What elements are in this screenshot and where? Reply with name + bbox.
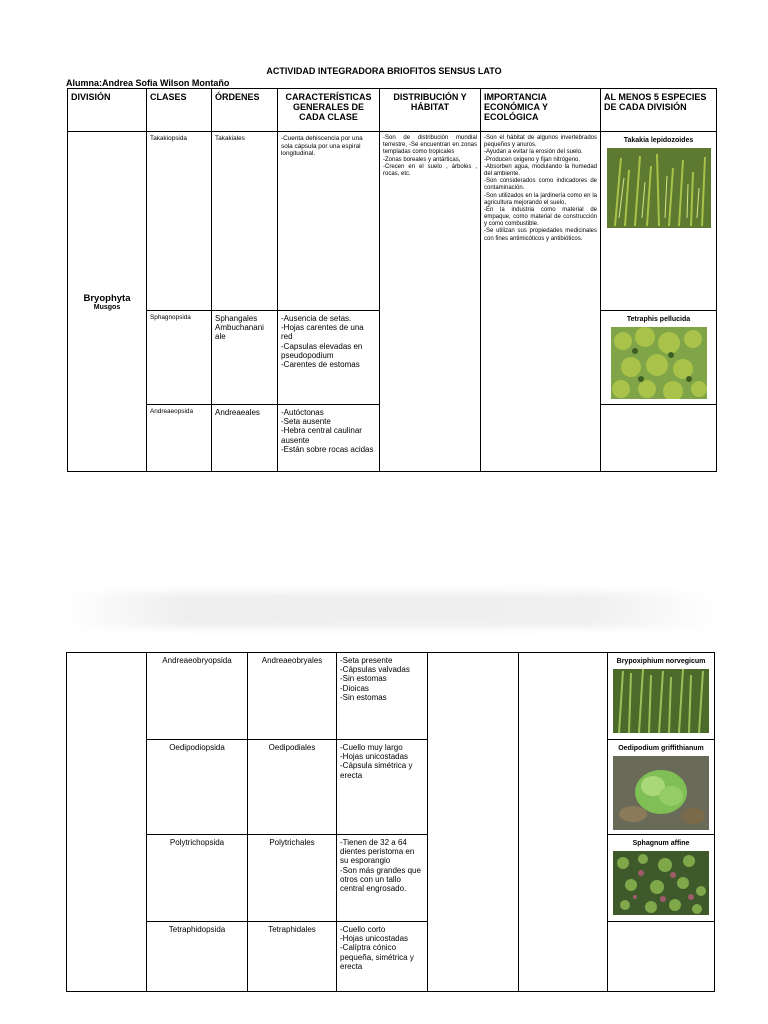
tetraphis-moss-photo: [611, 327, 707, 399]
orden-cell: Polytrichales: [248, 835, 337, 922]
oedipodium-moss-photo: [613, 756, 709, 830]
distribucion-cell: -Son de distribución mundial terrestre, -Se encuentran en zonas templadas como tropicales -Zonas boreales y antárticas, -Crecen en el suelo , árboles , rocas, etc.: [380, 132, 481, 472]
species-name: Tetraphis pellucida: [626, 316, 691, 323]
division-cell: [68, 132, 147, 472]
header-distribucion: DISTRIBUCIÓN Y HÁBITAT: [380, 89, 481, 132]
species-cell: [601, 132, 717, 311]
clase-cell: Takakiopsida: [147, 132, 212, 311]
orden-cell: Oedipodiales: [248, 740, 337, 835]
document-title: ACTIVIDAD INTEGRADORA BRIOFITOS SENSUS LATO: [266, 66, 502, 76]
clase-cell: Tetraphidopsida: [147, 922, 248, 992]
header-importancia: IMPORTANCIA ECONÓMICA Y ECOLÓGICA: [481, 89, 601, 132]
orden-cell: Andreaeobryales: [248, 653, 337, 740]
orden-cell: Sphangales Ambuchanani ale: [212, 311, 278, 405]
table-row: [67, 740, 715, 835]
orden-cell: Tetraphidales: [248, 922, 337, 992]
caracteristicas-cell: -Cuello corto -Hojas unicostadas -Calíptra cónico pequeña, simétrica y erecta: [337, 922, 428, 992]
caracteristicas-cell: -Tienen de 32 a 64 dientes peristoma en su esporangio -Son más grandes que otros con un tallo central engrosado.: [337, 835, 428, 922]
table-bryophyta-part1: [67, 88, 717, 472]
species-name: Brypoxiphium norvegicum: [616, 658, 706, 665]
species-cell: [608, 740, 715, 835]
header-ordenes: ÓRDENES: [212, 89, 278, 132]
table-row: [67, 835, 715, 922]
student-name: Alumna:Andrea Sofia Wilson Montaño: [66, 78, 230, 88]
table-row: [67, 922, 715, 992]
caracteristicas-cell: -Autóctonas -Seta ausente -Hebra central caulinar ausente -Están sobre rocas acidas: [278, 405, 380, 472]
species-cell-empty: [608, 922, 715, 992]
sphagnum-moss-photo: [613, 851, 709, 915]
importancia-cell-empty: [519, 653, 608, 992]
clase-cell: Sphagnopsida: [147, 311, 212, 405]
takakia-moss-photo: [607, 148, 711, 228]
faint-scan-band: [60, 592, 720, 628]
species-name: Takakia lepidozoides: [623, 137, 694, 144]
division-name: Bryophyta: [83, 292, 131, 304]
table-bryophyta-part2: [66, 652, 715, 992]
orden-cell: Andreaeales: [212, 405, 278, 472]
clase-cell: Polytrichopsida: [147, 835, 248, 922]
header-clases: CLASES: [147, 89, 212, 132]
species-cell: [601, 311, 717, 405]
species-cell: [608, 835, 715, 922]
orden-cell: Takakiales: [212, 132, 278, 311]
division-subtitle: Musgos: [93, 303, 121, 311]
bryoxiphium-moss-photo: [613, 669, 709, 733]
clase-cell: Andreaeopsida: [147, 405, 212, 472]
division-cell-empty: [67, 653, 147, 992]
species-name: Oedipodium griffithianum: [618, 745, 704, 752]
caracteristicas-cell: -Ausencia de setas. -Hojas carentes de una red -Capsulas elevadas en pseudopodium -Carentes de estomas: [278, 311, 380, 405]
table-row: [68, 132, 717, 311]
table-row: [67, 653, 715, 740]
caracteristicas-cell: -Cuello muy largo -Hojas unicostadas -Cápsula simétrica y erecta: [337, 740, 428, 835]
caracteristicas-cell: -Cuenta dehiscencia por una sola cápsula por una espiral longitudinal.: [278, 132, 380, 311]
species-name: Sphagnum affine: [632, 840, 690, 847]
distribucion-cell-empty: [428, 653, 519, 992]
table-header-row: [68, 89, 717, 132]
species-cell-empty: [601, 405, 717, 472]
importancia-cell: -Son el hábitat de algunos invertebrados pequeños y anuros. -Ayudan a evitar la erosión del suelo. -Producen oxigeno y fijan nitrógeno. -Absorben agua, modulando la humedad del ambiente. -Son considerados como indicadores de contaminación. -Son utilizados en la jardinería como en la agricultura mejorando el suelo, -En la industria como material de empaque, como material de construcción y como combustible. -Se utilizan sus propiedades medicinales con fines antimicóticos y antibióticos.: [481, 132, 601, 472]
species-cell: [608, 653, 715, 740]
clase-cell: Andreaeobryopsida: [147, 653, 248, 740]
header-especies: AL MENOS 5 ESPECIES DE CADA DIVISIÓN: [601, 89, 717, 132]
clase-cell: Oedipodiopsida: [147, 740, 248, 835]
caracteristicas-cell: -Seta presente -Cápsulas valvadas -Sin estomas -Dioicas -Sin estomas: [337, 653, 428, 740]
header-caracteristicas: CARACTERÍSTICAS GENERALES DE CADA CLASE: [278, 89, 380, 132]
header-division: DIVISIÓN: [68, 89, 147, 132]
